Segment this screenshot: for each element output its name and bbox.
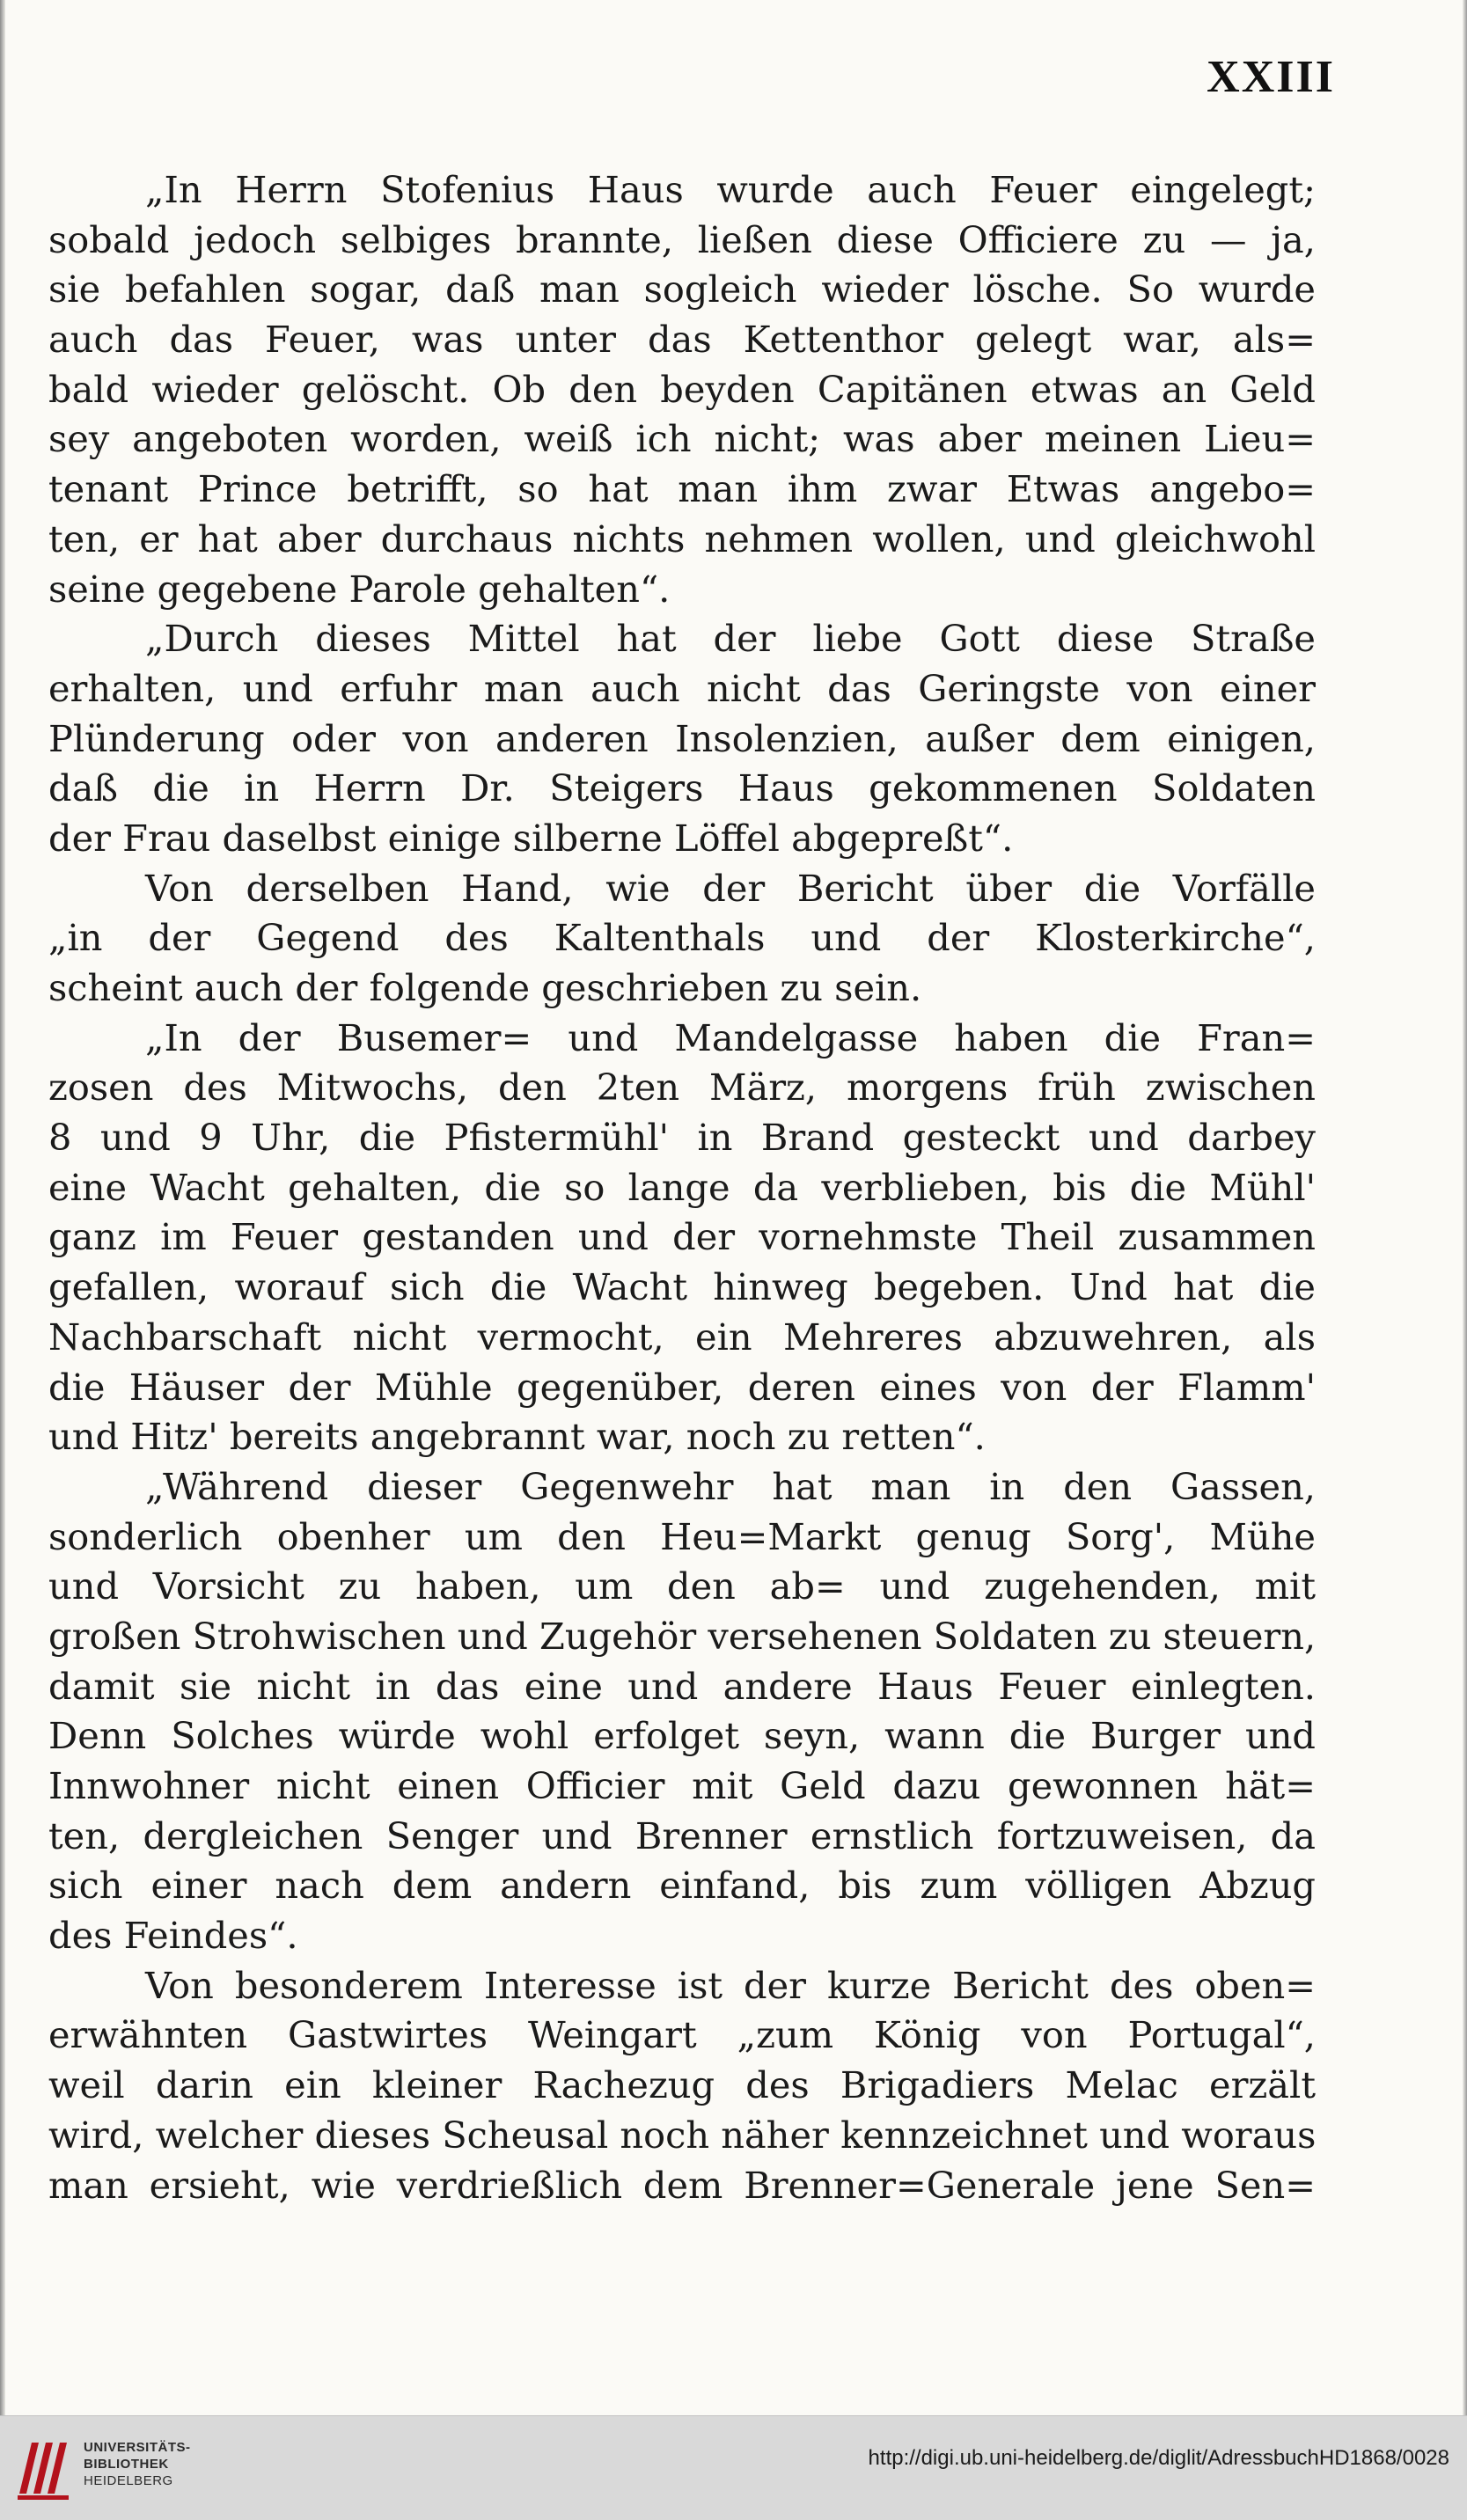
text-line: und Hitz' bereits angebrannt war, noch zu retten“. <box>48 1415 986 1459</box>
text-line: Plünderung oder von anderen Insolenzien, außer dem einigen, <box>48 716 1316 760</box>
text-line: ganz im Feuer gestanden und der vornehmste Theil zusammen <box>48 1215 1316 1259</box>
text-line: der Frau daselbst einige silberne Löffel abgepreßt“. <box>48 816 1014 860</box>
text-line: sie befahlen sogar, daß man sogleich wieder lösche. So wurde <box>48 267 1316 311</box>
text-line: Denn Solches würde wohl erfolget seyn, wann die Burger und <box>48 1714 1316 1758</box>
text-line: eine Wacht gehalten, die so lange da verblieben, bis die Mühl' <box>48 1165 1316 1209</box>
text-line: die Häuser der Mühle gegenüber, deren eines von der Flamm' <box>48 1365 1316 1409</box>
text-line: „in der Gegend des Kaltenthals und der Klosterkirche“, <box>48 916 1316 960</box>
text-line: man ersieht, wie verdrießlich dem Brenner=Generale jene Sen= <box>48 2163 1316 2207</box>
text-line: damit sie nicht in das eine und andere Haus Feuer einlegten. <box>48 1664 1316 1708</box>
text-line: Innwohner nicht einen Officier mit Geld dazu gewonnen hät= <box>48 1764 1316 1807</box>
text-line: scheint auch der folgende geschrieben zu sein. <box>48 966 922 1009</box>
text-line: „Durch dieses Mittel hat der liebe Gott diese Straße <box>145 617 1316 661</box>
text-line: sobald jedoch selbiges brannte, ließen diese Officiere zu — ja, <box>48 217 1316 261</box>
viewer-footer <box>0 2415 1467 2520</box>
text-line: „In der Busemer= und Mandelgasse haben die Fran= <box>145 1015 1316 1059</box>
permalink-url[interactable]: http://digi.ub.uni-heidelberg.de/diglit/AdressbuchHD1868/0028 <box>868 2446 1449 2470</box>
text-line: 8 und 9 Uhr, die Pfistermühl' in Brand gesteckt und darbey <box>48 1116 1316 1160</box>
text-line: seine gegebene Parole gehalten“. <box>48 567 671 611</box>
text-line: großen Strohwischen und Zugehör versehenen Soldaten zu steuern, <box>48 1614 1316 1658</box>
text-line: sonderlich obenher um den Heu=Markt genug Sorg', Mühe <box>48 1514 1316 1558</box>
text-line: daß die in Herrn Dr. Steigers Haus gekommenen Soldaten <box>48 766 1316 810</box>
text-line: Nachbarschaft nicht vermocht, ein Mehreres abzuwehren, als <box>48 1315 1316 1359</box>
page-number: XXIII <box>1207 52 1335 102</box>
scan-edge-left <box>0 0 5 2415</box>
text-line: sich einer nach dem andern einfand, bis zum völligen Abzug <box>48 1864 1316 1908</box>
scan-edge-right <box>1463 0 1467 2415</box>
text-line: „In Herrn Stofenius Haus wurde auch Feuer eingelegt; <box>145 168 1316 211</box>
text-line: erwähnten Gastwirtes Weingart „zum König von Portugal“, <box>48 2013 1316 2057</box>
text-line: wird, welcher dieses Scheusal noch näher kennzeichnet und woraus <box>48 2113 1316 2157</box>
text-line: gefallen, worauf sich die Wacht hinweg begeben. Und hat die <box>48 1265 1316 1309</box>
text-line: sey angeboten worden, weiß ich nicht; was aber meinen Lieu= <box>48 417 1316 461</box>
logo-line-1: UNIVERSITÄTS- <box>84 2440 191 2455</box>
text-line: erhalten, und erfuhr man auch nicht das Geringste von einer <box>48 666 1316 710</box>
text-line: weil darin ein kleiner Rachezug des Brigadiers Melac erzält <box>48 2063 1316 2107</box>
logo-line-2: BIBLIOTHEK <box>84 2457 169 2472</box>
text-line: auch das Feuer, was unter das Kettenthor gelegt war, als= <box>48 318 1316 362</box>
heidelberg-library-logo-icon <box>14 2432 72 2504</box>
text-line: und Vorsicht zu haben, um den ab= und zugehenden, mit <box>48 1564 1316 1608</box>
text-line: ten, er hat aber durchaus nichts nehmen wollen, und gleichwohl <box>48 516 1316 560</box>
text-line: Von besonderem Interesse ist der kurze Bericht des oben= <box>145 1963 1316 2007</box>
text-line: des Feindes“. <box>48 1914 298 1958</box>
text-line: „Während dieser Gegenwehr hat man in den Gassen, <box>145 1464 1316 1508</box>
body-text <box>48 165 1316 2210</box>
text-line: ten, dergleichen Senger und Brenner ernstlich fortzuweisen, da <box>48 1813 1316 1857</box>
text-line: bald wieder gelöscht. Ob den beyden Capitänen etwas an Geld <box>48 367 1316 411</box>
text-line: zosen des Mitwochs, den 2ten März, morgens früh zwischen <box>48 1066 1316 1110</box>
library-logo-text <box>84 2439 191 2489</box>
text-line: tenant Prince betrifft, so hat man ihm zwar Etwas angebo= <box>48 467 1316 511</box>
logo-line-3: HEIDELBERG <box>84 2473 173 2488</box>
text-line: Von derselben Hand, wie der Bericht über die Vorfälle <box>145 866 1316 910</box>
